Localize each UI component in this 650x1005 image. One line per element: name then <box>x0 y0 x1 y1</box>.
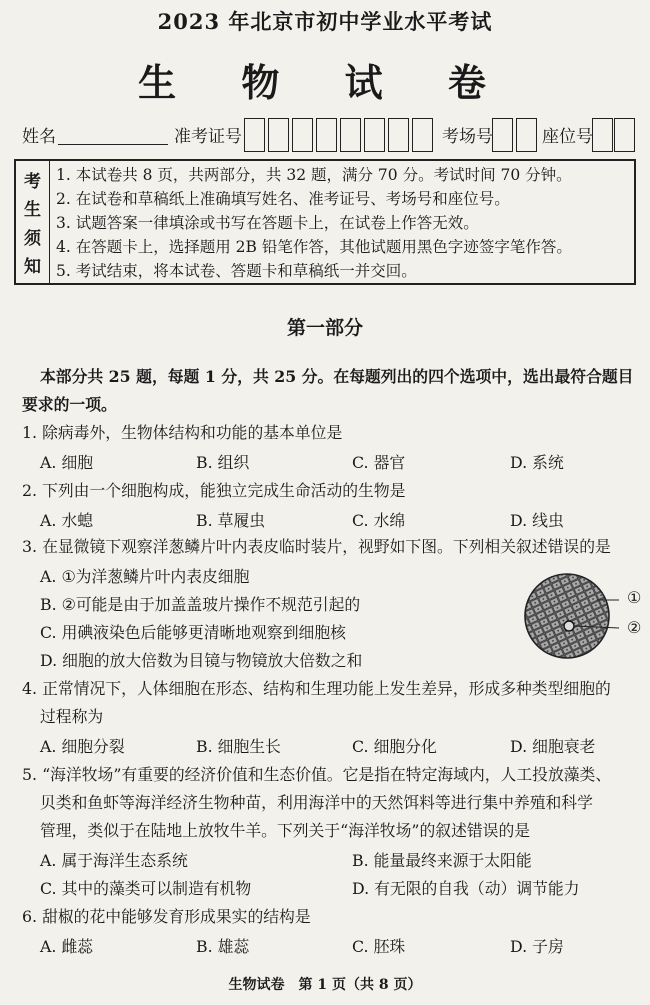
q2-option-a[interactable]: A. 水螅 <box>40 511 94 530</box>
q1-option-c[interactable]: C. 器官 <box>352 453 406 472</box>
room-label: 考场号 <box>442 127 493 147</box>
figure-label-2: ② <box>627 618 642 637</box>
part1-intro: 本部分共 25 题，每题 1 分，共 25 分。在每题列出的四个选项中，选出最符合题目 <box>40 367 634 386</box>
q6-option-a[interactable]: A. 雌蕊 <box>40 937 94 956</box>
q2-option-b[interactable]: B. 草履虫 <box>196 511 266 530</box>
q6-option-d[interactable]: D. 子房 <box>510 937 564 956</box>
microscope-view-figure <box>523 566 623 666</box>
name-field[interactable] <box>58 144 168 145</box>
field-of-view <box>525 574 609 658</box>
q3-option-b[interactable]: B. ②可能是由于加盖盖玻片操作不规范引起的 <box>40 595 361 614</box>
q4-option-b[interactable]: B. 细胞生长 <box>196 737 281 756</box>
question-5-stem-cont: 贝类和鱼虾等海洋经济生物种苗，利用海洋中的天然饵料等进行集中养殖和科学 <box>40 793 593 812</box>
candidate-notice <box>14 159 636 285</box>
air-bubble <box>564 621 574 631</box>
notice-item: 5. 考试结束，将本试卷、答题卡和草稿纸一并交回。 <box>56 262 417 280</box>
id-fields-row <box>22 118 636 154</box>
q5-option-b[interactable]: B. 能量最终来源于太阳能 <box>352 851 532 870</box>
q5-option-d[interactable]: D. 有无限的自我（动）调节能力 <box>352 879 580 898</box>
exam-title: 2023 年北京市初中学业水平考试 <box>157 9 493 34</box>
figure-label-1: ① <box>627 588 642 607</box>
q1-option-b[interactable]: B. 组织 <box>196 453 250 472</box>
notice-item: 3. 试题答案一律填涂或书写在答题卡上，在试卷上作答无效。 <box>56 214 479 232</box>
page-footer: 生物试卷 第 1 页（共 8 页） <box>228 977 422 993</box>
q3-option-d[interactable]: D. 细胞的放大倍数为目镜与物镜放大倍数之和 <box>40 651 363 670</box>
question-1-stem: 1. 除病毒外，生物体结构和功能的基本单位是 <box>22 423 343 442</box>
name-label: 姓名 <box>22 127 56 147</box>
notice-item: 2. 在试卷和草稿纸上准确填写姓名、准考证号、考场号和座位号。 <box>56 190 510 208</box>
question-5-stem: 5. “海洋牧场”有重要的经济价值和生态价值。它是指在特定海域内，人工投放藻类、 <box>22 765 612 784</box>
q3-option-a[interactable]: A. ①为洋葱鳞片叶内表皮细胞 <box>40 567 250 586</box>
notice-item: 1. 本试卷共 8 页，共两部分，共 32 题，满分 70 分。考试时间 70 分钟。 <box>56 166 572 184</box>
question-2-stem: 2. 下列由一个细胞构成，能独立完成生命活动的生物是 <box>22 481 406 500</box>
q6-option-b[interactable]: B. 雄蕊 <box>196 937 250 956</box>
q1-option-a[interactable]: A. 细胞 <box>40 453 94 472</box>
part1-intro-cont: 要求的一项。 <box>22 395 117 414</box>
q4-option-d[interactable]: D. 细胞衰老 <box>510 737 596 756</box>
notice-item: 4. 在答题卡上，选择题用 2B 铅笔作答，其他试题用黑色字迹签字笔作答。 <box>56 238 572 256</box>
ticket-label: 准考证号 <box>174 127 242 147</box>
notice-list <box>56 163 630 283</box>
q4-option-c[interactable]: C. 细胞分化 <box>352 737 437 756</box>
part1-title: 第一部分 <box>286 317 363 339</box>
q5-option-c[interactable]: C. 其中的藻类可以制造有机物 <box>40 879 252 898</box>
q4-option-a[interactable]: A. 细胞分裂 <box>40 737 125 756</box>
question-3-stem: 3. 在显微镜下观察洋葱鳞片叶内表皮临时装片，视野如下图。下列相关叙述错误的是 <box>22 537 611 556</box>
question-4-stem: 4. 正常情况下，人体细胞在形态、结构和生理功能上发生差异，形成多种类型细胞的 <box>22 679 611 698</box>
question-5-stem-cont: 管理，类似于在陆地上放牧牛羊。下列关于“海洋牧场”的叙述错误的是 <box>40 821 531 840</box>
q2-option-d[interactable]: D. 线虫 <box>510 511 564 530</box>
seat-label: 座位号 <box>542 127 593 147</box>
q5-option-a[interactable]: A. 属于海洋生态系统 <box>40 851 188 870</box>
subject-title: 生 物 试 卷 <box>138 60 512 105</box>
question-6-stem: 6. 甜椒的花中能够发育形成果实的结构是 <box>22 907 311 926</box>
notice-heading: 考 生 须 知 <box>16 161 50 283</box>
q6-option-c[interactable]: C. 胚珠 <box>352 937 406 956</box>
question-4-stem-cont: 过程称为 <box>40 707 104 726</box>
q2-option-c[interactable]: C. 水绵 <box>352 511 406 530</box>
q1-option-d[interactable]: D. 系统 <box>510 453 564 472</box>
q3-option-c[interactable]: C. 用碘液染色后能够更清晰地观察到细胞核 <box>40 623 346 642</box>
